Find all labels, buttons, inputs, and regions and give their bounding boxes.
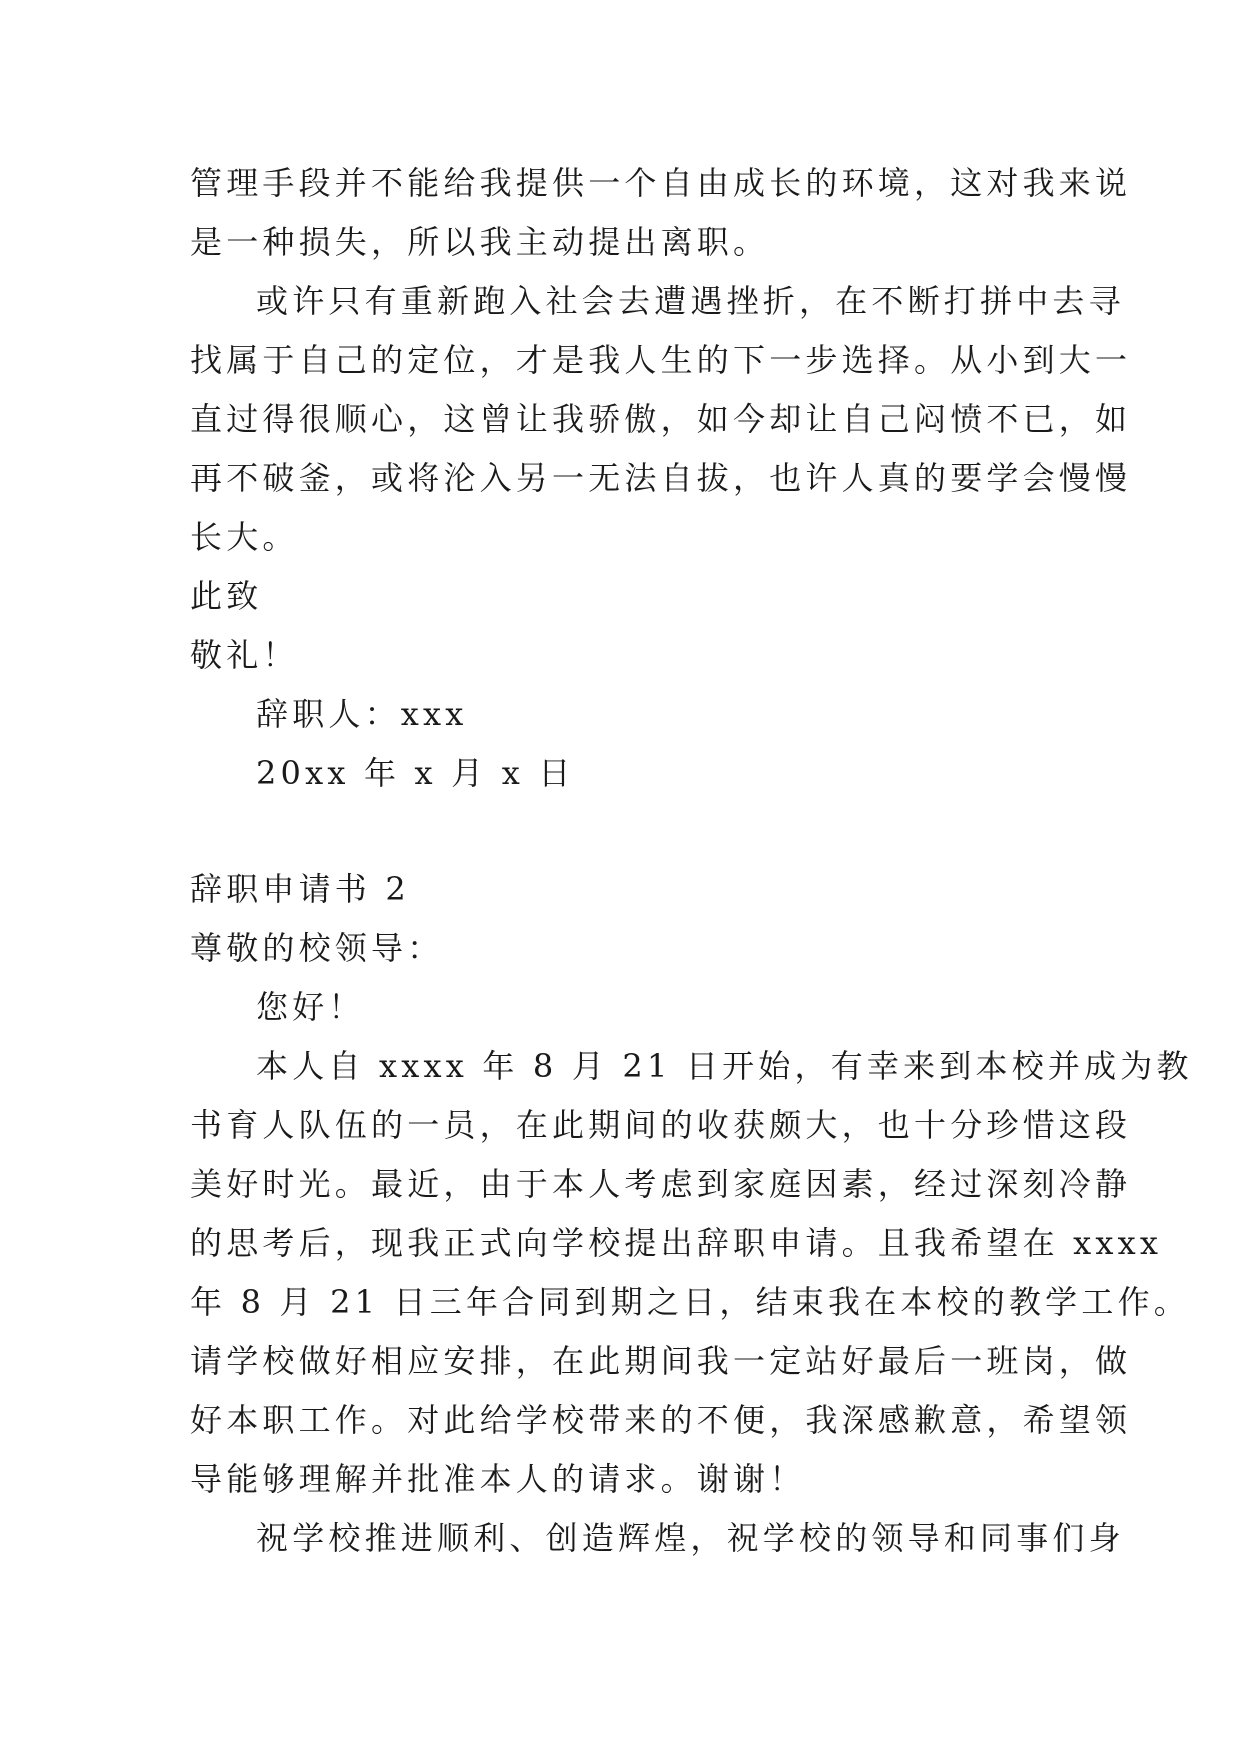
salutation-line: 尊敬的校领导：: [190, 929, 444, 967]
paragraph-line: 本人自 xxxx 年 8 月 21 日开始，有幸来到本校并成为教: [256, 1047, 1193, 1085]
paragraph-line: 找属于自己的定位，才是我人生的下一步选择。从小到大一: [190, 341, 1132, 379]
paragraph-line: 的思考后，现我正式向学校提出辞职申请。且我希望在 xxxx: [190, 1224, 1163, 1262]
paragraph-line: 再不破釜，或将沦入另一无法自拔，也许人真的要学会慢慢: [190, 459, 1132, 497]
paragraph-line: 年 8 月 21 日三年合同到期之日，结束我在本校的教学工作。: [190, 1283, 1190, 1321]
paragraph-line: 是一种损失，所以我主动提出离职。: [190, 223, 770, 261]
paragraph-line: 长大。: [190, 518, 299, 556]
paragraph-line: 直过得很顺心，这曾让我骄傲，如今却让自己闷愤不已，如: [190, 400, 1132, 438]
closing-line: 此致: [190, 577, 263, 615]
paragraph-line: 管理手段并不能给我提供一个自由成长的环境，这对我来说: [190, 164, 1132, 202]
paragraph-line: 导能够理解并批准本人的请求。谢谢！: [190, 1460, 806, 1498]
closing-line: 敬礼！: [190, 636, 299, 674]
signer-line: 辞职人：xxx: [256, 695, 468, 733]
paragraph-line: 或许只有重新跑入社会去遭遇挫折，在不断打拼中去寻: [256, 282, 1125, 320]
paragraph-line: 美好时光。最近，由于本人考虑到家庭因素，经过深刻冷静: [190, 1165, 1132, 1203]
paragraph-line: 祝学校推进顺利、创造辉煌，祝学校的领导和同事们身: [256, 1519, 1125, 1557]
paragraph-line: 好本职工作。对此给学校带来的不便，我深感歉意，希望领: [190, 1401, 1132, 1439]
greeting-line: 您好！: [256, 988, 365, 1026]
letter-title: 辞职申请书 2: [190, 870, 410, 908]
paragraph-line: 书育人队伍的一员，在此期间的收获颇大，也十分珍惜这段: [190, 1106, 1132, 1144]
paragraph-line: 请学校做好相应安排，在此期间我一定站好最后一班岗，做: [190, 1342, 1132, 1380]
date-line: 20xx 年 x 月 x 日: [256, 754, 575, 792]
